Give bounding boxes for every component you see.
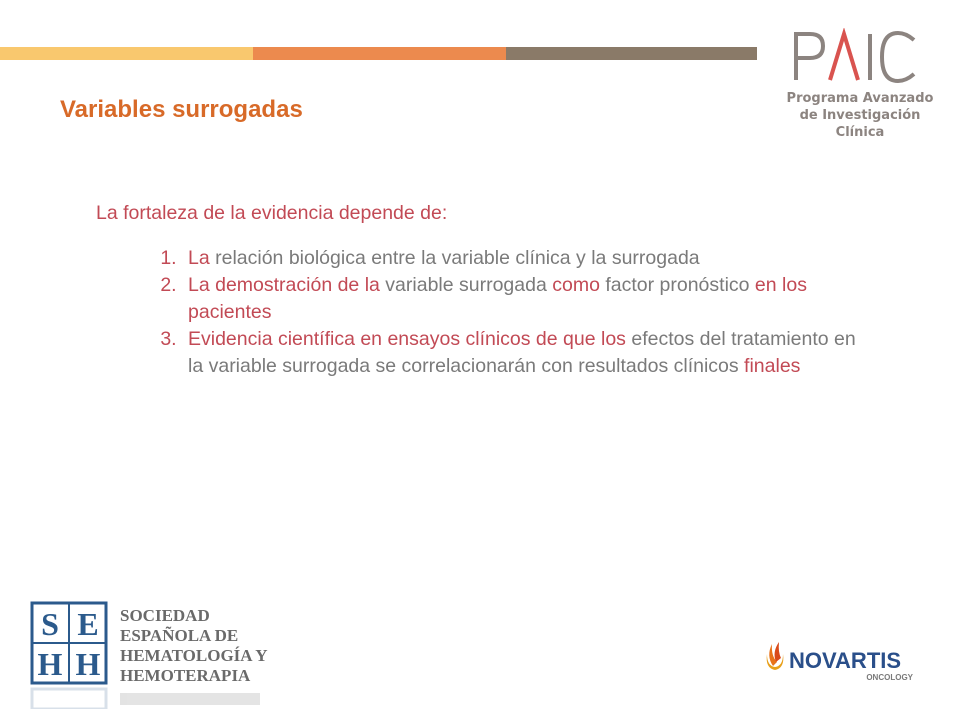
- criteria-text: La: [188, 247, 216, 269]
- criteria-text: finales: [744, 355, 801, 377]
- criteria-list: [96, 245, 856, 380]
- paic-logo: [786, 28, 940, 141]
- paic-subtitle: [780, 90, 940, 141]
- color-bar-segment-brown: [506, 47, 757, 60]
- header-color-bar: [0, 47, 757, 60]
- criteria-text: Evidencia científica en ensayos clínicos de que los: [188, 328, 632, 350]
- seh-name-line: SOCIEDAD: [120, 606, 210, 625]
- criteria-text-emphasis: variable surrogada: [385, 274, 553, 296]
- criteria-text: como: [552, 274, 606, 296]
- novartis-logo: [763, 638, 923, 684]
- paic-wordmark: [790, 28, 918, 84]
- seh-letter: H: [37, 646, 63, 682]
- criteria-item: [182, 245, 856, 272]
- criteria-text-emphasis: relación biológica entre la variable clínica y la surrogada: [215, 247, 700, 269]
- color-bar-segment-yellow: [0, 47, 253, 60]
- criteria-text: en los pacientes: [188, 274, 807, 323]
- seh-name-line: HEMOTERAPIA: [120, 666, 251, 685]
- criteria-text-emphasis: factor pronóstico: [605, 274, 755, 296]
- seh-name-line: HEMATOLOGÍA Y: [120, 646, 268, 665]
- criteria-item: [182, 272, 856, 326]
- criteria-text: La demostración de la: [188, 274, 386, 296]
- seh-letter: H: [75, 646, 101, 682]
- intro-text: La fortaleza de la evidencia depende de:: [96, 202, 448, 224]
- novartis-flame-icon: [767, 642, 784, 670]
- seh-logo-reflection: [32, 689, 260, 709]
- criteria-item: [182, 326, 856, 380]
- slide-title: Variables surrogadas: [60, 96, 303, 123]
- seh-letter: E: [77, 606, 99, 642]
- slide-content: [96, 202, 856, 380]
- seh-letter: S: [41, 606, 59, 642]
- novartis-division: ONCOLOGY: [866, 673, 913, 682]
- criteria-text-emphasis: efectos del tratamiento en la variable surrogada se correlacionarán con resultados clínicos: [188, 328, 856, 377]
- seh-logo: [30, 597, 270, 709]
- paic-subtitle-line: de Investigación: [799, 108, 921, 123]
- color-bar-segment-orange: [253, 47, 506, 60]
- novartis-name: NOVARTIS: [789, 648, 902, 673]
- paic-subtitle-line: Programa Avanzado: [786, 91, 934, 106]
- paic-subtitle-line: Clínica: [835, 125, 885, 140]
- seh-name-line: ESPAÑOLA DE: [120, 626, 239, 645]
